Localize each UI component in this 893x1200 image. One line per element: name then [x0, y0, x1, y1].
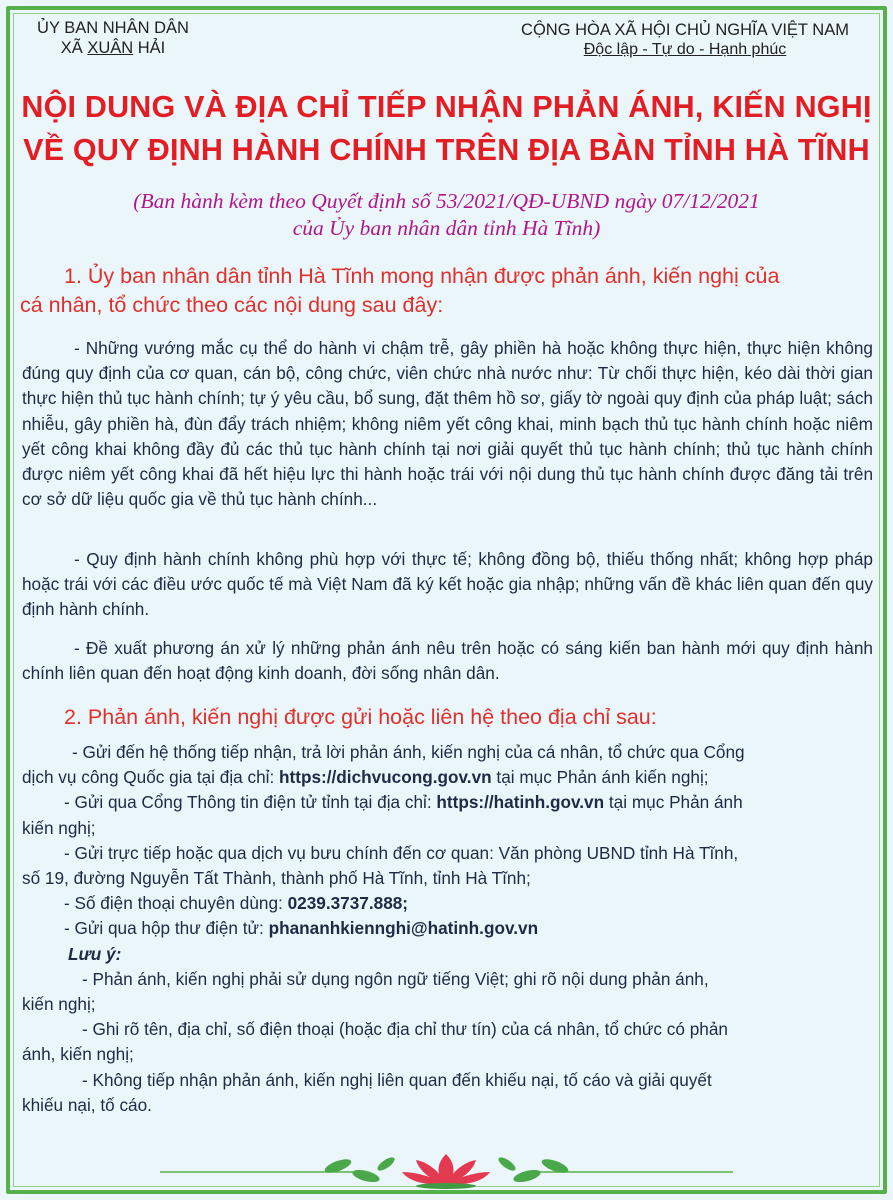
issuer-line1: ỦY BAN NHÂN DÂN [37, 19, 189, 37]
contact-item-4 [22, 891, 873, 916]
section1-heading [20, 262, 873, 320]
section1-heading-line1: 1. Ủy ban nhân dân tỉnh Hà Tĩnh mong nhận được phản ánh, kiến nghị của [64, 264, 780, 288]
section1-p3-text: - Đề xuất phương án xử lý những phản ánh nêu trên hoặc có sáng kiến ban hành mới quy định hành chính liên quan đến hoạt động kinh doanh, đời sống nhân dân. [22, 638, 873, 684]
contact-item-2-line1 [22, 790, 873, 815]
section1-p1-text: - Những vướng mắc cụ thể do hành vi chậm trễ, gây phiền hà hoặc không thực hiện, thực hiện không đúng quy định của cơ quan, cán bộ, công chức, viên chức nhà nước như: Từ chối thực hiện, kéo dài thời gian thực hiện thủ tục hành chính; tự ý yêu cầu, bổ sung, đặt thêm hồ sơ, giấy tờ ngoài quy định của pháp luật; sách nhiễu, gây phiền hà, đùn đẩy trách nhiệm; không niêm yết công khai, minh bạch thủ tục hành chính hoặc niêm yết công khai không đầy đủ các thủ tục hành chính tại nơi giải quyết thủ tục hành chính; thủ tục hành chính được niêm yết công khai đã hết hiệu lực thi hành hoặc trái với nội dung thủ tục hành chính được đăng tải trên cơ sở dữ liệu quốc gia về thủ tục hành chính... [22, 338, 873, 510]
contact-item-1-line2 [22, 765, 873, 790]
section2-heading [20, 703, 873, 732]
section1-paragraph-3 [22, 636, 873, 686]
subtitle-line2: của Ủy ban nhân dân tỉnh Hà Tĩnh) [292, 216, 601, 240]
contact-item-1-line1: - Gửi đến hệ thống tiếp nhận, trả lời phản ánh, kiến nghị của cá nhân, tổ chức qua Cổng [72, 742, 745, 762]
note-2-line2: ánh, kiến nghị; [22, 1044, 134, 1065]
national-header [505, 20, 865, 60]
contact-item-1-tail: tại mục Phản ánh kiến nghị; [491, 767, 709, 788]
issuer-line2-underlined: XUÂN [87, 39, 134, 57]
issuer-line2 [18, 38, 208, 58]
email-link[interactable]: phananhkiennghi@hatinh.gov.vn [268, 918, 539, 939]
contact-item-5 [22, 916, 873, 941]
issuer-line2-a: XÃ [60, 39, 88, 57]
lotus-ornament [160, 1150, 733, 1190]
document-title [20, 86, 873, 172]
note-3-line2: khiếu nại, tố cáo. [22, 1094, 152, 1115]
note-2-line1: - Ghi rõ tên, địa chỉ, số điện thoại (hoặc địa chỉ thư tín) của cá nhân, tổ chức có phản [82, 1019, 728, 1040]
section2-heading-text: 2. Phản ánh, kiến nghị được gửi hoặc liên hệ theo địa chỉ sau: [64, 705, 657, 729]
section1-paragraph-2 [22, 547, 873, 623]
contact-item-2-text: - Gửi qua Cổng Thông tin điện tử tỉnh tại địa chỉ: [64, 792, 437, 813]
national-name: CỘNG HÒA XÃ HỘI CHỦ NGHĨA VIỆT NAM [521, 21, 849, 39]
contact-item-3-line2: số 19, đường Nguyễn Tất Thành, thành phố Hà Tĩnh, tỉnh Hà Tĩnh; [22, 868, 531, 889]
contact-item-2-tail: tại mục Phản ánh [604, 792, 743, 813]
section1-paragraph-1 [22, 336, 873, 512]
section1-heading-line2: cá nhân, tổ chức theo các nội dung sau đây: [20, 293, 444, 317]
title-line1: NỘI DUNG VÀ ĐỊA CHỈ TIẾP NHẬN PHẢN ÁNH, KIẾN NGHỊ [21, 90, 872, 124]
note-3-line1: - Không tiếp nhận phản ánh, kiến nghị liên quan đến khiếu nại, tố cáo và giải quyết [82, 1069, 712, 1090]
note-1-line2: kiến nghị; [22, 994, 96, 1015]
title-line2: VỀ QUY ĐỊNH HÀNH CHÍNH TRÊN ĐỊA BÀN TỈNH HÀ TĨNH [23, 133, 870, 167]
contact-item-2-line2: kiến nghị; [22, 817, 96, 838]
phone-number[interactable]: 0239.3737.888; [287, 893, 409, 914]
contact-list [22, 740, 873, 1118]
national-motto: Độc lập - Tự do - Hạnh phúc [583, 41, 787, 58]
dichvucong-link[interactable]: https://dichvucong.gov.vn [279, 767, 492, 788]
issuer-header [18, 18, 208, 58]
issuer-line2-b: HẢI [133, 39, 166, 57]
subtitle-line1: (Ban hành kèm theo Quyết định số 53/2021/QĐ-UBND ngày 07/12/2021 [133, 189, 760, 213]
email-label: - Gửi qua hộp thư điện tử: [64, 918, 269, 939]
contact-item-3-line1: - Gửi trực tiếp hoặc qua dịch vụ bưu chính đến cơ quan: Văn phòng UBND tỉnh Hà Tĩnh, [64, 842, 739, 863]
hatinh-portal-link[interactable]: https://hatinh.gov.vn [436, 792, 605, 813]
document-subtitle [20, 188, 873, 242]
note-title: Lưu ý: [68, 943, 122, 964]
phone-label: - Số điện thoại chuyên dùng: [64, 893, 288, 914]
section1-p2-text: - Quy định hành chính không phù hợp với thực tế; không đồng bộ, thiếu thống nhất; không hợp pháp hoặc trái với các điều ước quốc tế mà Việt Nam đã ký kết hoặc gia nhập; những vấn đề khác liên quan đến quy định hành chính. [22, 549, 873, 620]
contact-item-1-text: dịch vụ công Quốc gia tại địa chỉ: [22, 767, 280, 788]
note-1-line1: - Phản ánh, kiến nghị phải sử dụng ngôn ngữ tiếng Việt; ghi rõ nội dung phản ánh, [82, 968, 709, 989]
